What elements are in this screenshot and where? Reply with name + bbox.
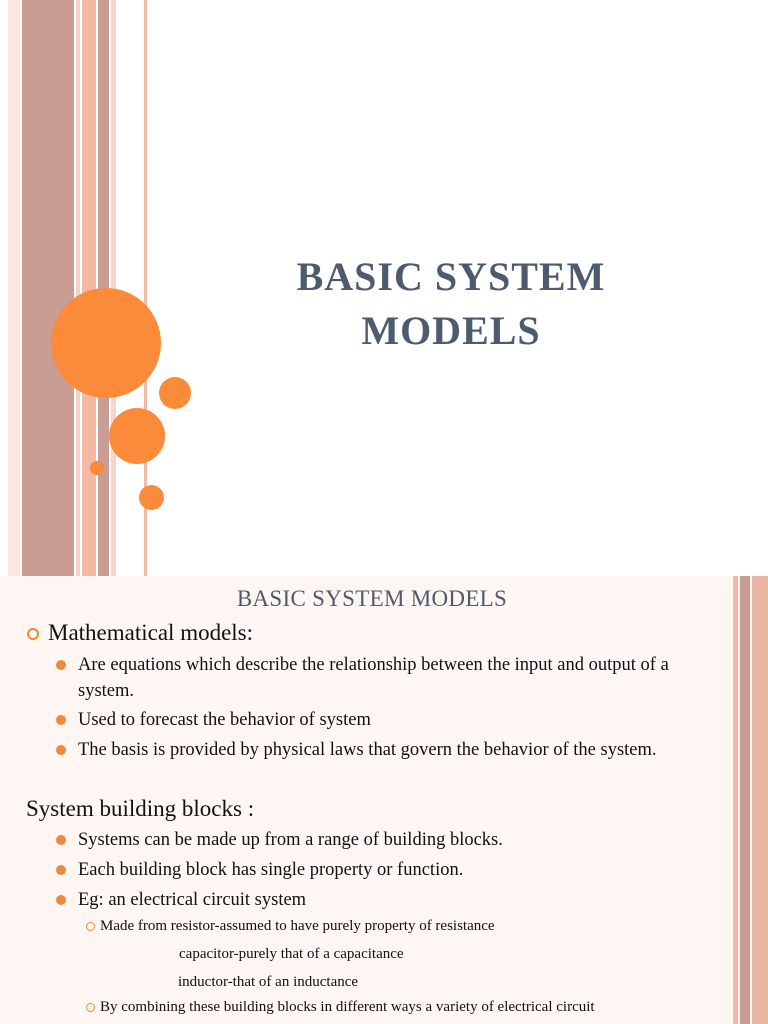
small-circle xyxy=(139,485,164,510)
bullet-dot-icon xyxy=(56,660,66,670)
bullet-dot-icon xyxy=(56,715,66,725)
list-item: Eg: an electrical circuit system xyxy=(78,890,307,910)
bullet-dot-icon xyxy=(56,745,66,755)
content-slide xyxy=(0,576,768,1024)
tiny-circle xyxy=(90,461,104,475)
list-item: The basis is provided by physical laws that govern the behavior of the system. xyxy=(78,740,657,760)
slide-title xyxy=(250,250,652,358)
bullet-ring-icon xyxy=(27,628,39,640)
section-heading-mathematical-models: Mathematical models: xyxy=(48,620,254,645)
sub-bullet-ring-icon xyxy=(86,922,95,931)
title-line-2: MODELS xyxy=(361,308,541,353)
bullet-dot-icon xyxy=(56,835,66,845)
sub-list-item: Made from resistor-assumed to have purely property of resistance xyxy=(100,918,495,934)
medium-circle xyxy=(109,408,165,464)
list-item: Used to forecast the behavior of system xyxy=(78,710,371,730)
slide-title: BASIC SYSTEM MODELS xyxy=(236,586,508,611)
list-item: Each building block has single property or function. xyxy=(78,860,464,880)
title-line-1: BASIC SYSTEM xyxy=(296,254,606,299)
large-circle xyxy=(51,288,161,398)
sub-list-item: inductor-that of an inductance xyxy=(178,974,359,990)
bullet-dot-icon xyxy=(56,865,66,875)
sub-bullet-ring-icon xyxy=(86,1003,95,1012)
sub-list-item: capacitor-purely that of a capacitance xyxy=(179,946,404,962)
list-item: Are equations which describe the relationship between the input and output of a system. xyxy=(78,655,669,701)
small-circle xyxy=(159,377,191,409)
bullet-dot-icon xyxy=(56,895,66,905)
section-heading-building-blocks: System building blocks : xyxy=(26,796,255,821)
list-item: Systems can be made up from a range of building blocks. xyxy=(78,830,503,850)
sub-list-item: By combining these building blocks in different ways a variety of electrical circuit xyxy=(100,999,595,1015)
